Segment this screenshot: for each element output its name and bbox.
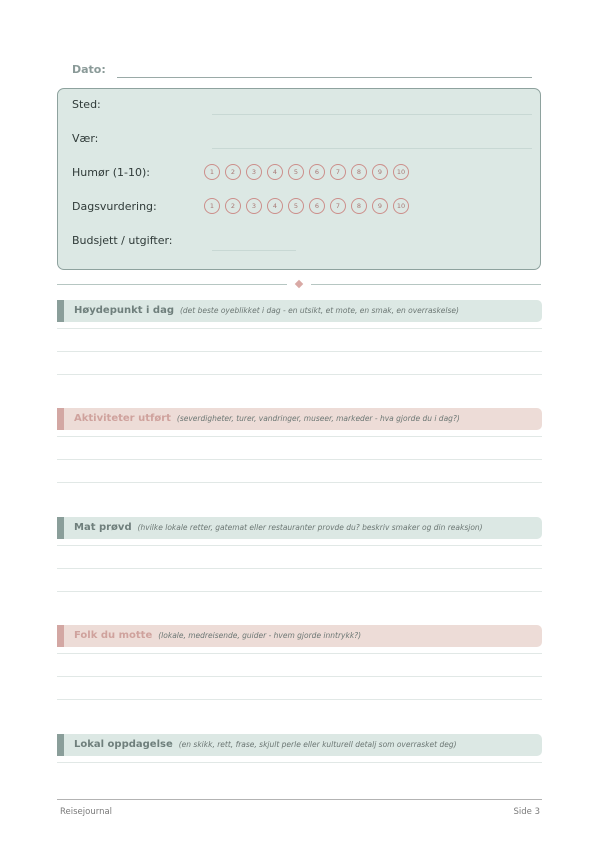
section-title: Folk du motte [74, 630, 153, 641]
budget-field[interactable] [212, 250, 296, 251]
writing-line[interactable] [57, 482, 542, 483]
mood-option[interactable]: 8 [351, 164, 367, 180]
info-card [57, 88, 541, 270]
section-hint: (lokale, medreisende, guider - hvem gjorde inntrykk?) [158, 631, 362, 640]
writing-line[interactable] [57, 459, 542, 460]
section-accent [57, 408, 64, 430]
day-rating-option[interactable]: 10 [393, 198, 409, 214]
date-row [72, 63, 532, 81]
section-title: Lokal oppdagelse [74, 739, 173, 750]
date-label: Dato: [72, 63, 106, 76]
section-divider [57, 282, 541, 288]
writing-line[interactable] [57, 676, 542, 677]
day-rating [204, 198, 409, 214]
section-people-header [57, 625, 542, 647]
day-rating-option[interactable]: 4 [267, 198, 283, 214]
section-hint: (hvilke lokale retter, gatemat eller restauranter provde du? beskriv smaker og din reaksjon) [137, 523, 483, 532]
section-highlight-header [57, 300, 542, 322]
mood-option[interactable]: 3 [246, 164, 262, 180]
section-discovery-header [57, 734, 542, 756]
mood-option[interactable]: 4 [267, 164, 283, 180]
footer-journal-name: Reisejournal [60, 807, 113, 817]
writing-line[interactable] [57, 699, 542, 700]
divider-line-left [57, 284, 287, 285]
weather-field[interactable] [212, 148, 532, 149]
place-field[interactable] [212, 114, 532, 115]
section-activities-header [57, 408, 542, 430]
weather-label: Vær: [72, 132, 99, 145]
section-title: Aktiviteter utført [74, 413, 171, 424]
mood-label: Humør (1-10): [72, 166, 150, 179]
section-food-header [57, 517, 542, 539]
day-rating-label: Dagsvurdering: [72, 200, 157, 213]
day-rating-option[interactable]: 7 [330, 198, 346, 214]
page-number: Side 3 [513, 807, 540, 817]
writing-line[interactable] [57, 568, 542, 569]
writing-line[interactable] [57, 653, 542, 654]
writing-line[interactable] [57, 591, 542, 592]
section-title: Mat prøvd [74, 522, 132, 533]
section-accent [57, 517, 64, 539]
budget-label: Budsjett / utgifter: [72, 234, 173, 247]
mood-rating [204, 164, 409, 180]
day-rating-option[interactable]: 9 [372, 198, 388, 214]
divider-line-right [311, 284, 541, 285]
section-accent [57, 625, 64, 647]
day-rating-option[interactable]: 8 [351, 198, 367, 214]
writing-line[interactable] [57, 762, 542, 763]
mood-option[interactable]: 5 [288, 164, 304, 180]
mood-option[interactable]: 10 [393, 164, 409, 180]
day-rating-option[interactable]: 2 [225, 198, 241, 214]
writing-line[interactable] [57, 374, 542, 375]
day-rating-option[interactable]: 6 [309, 198, 325, 214]
date-field[interactable] [117, 77, 532, 78]
footer-divider [57, 799, 542, 800]
mood-option[interactable]: 1 [204, 164, 220, 180]
day-rating-option[interactable]: 5 [288, 198, 304, 214]
diamond-ornament-icon [295, 280, 303, 288]
section-title: Høydepunkt i dag [74, 305, 174, 316]
section-hint: (severdigheter, turer, vandringer, museer, markeder - hva gjorde du i dag?) [176, 414, 460, 423]
writing-line[interactable] [57, 351, 542, 352]
writing-line[interactable] [57, 545, 542, 546]
mood-option[interactable]: 2 [225, 164, 241, 180]
place-label: Sted: [72, 98, 101, 111]
mood-option[interactable]: 7 [330, 164, 346, 180]
section-accent [57, 300, 64, 322]
day-rating-option[interactable]: 1 [204, 198, 220, 214]
mood-option[interactable]: 9 [372, 164, 388, 180]
writing-line[interactable] [57, 436, 542, 437]
mood-option[interactable]: 6 [309, 164, 325, 180]
section-accent [57, 734, 64, 756]
section-hint: (det beste oyeblikket i dag - en utsikt, et mote, en smak, en overraskelse) [179, 306, 459, 315]
writing-line[interactable] [57, 328, 542, 329]
day-rating-option[interactable]: 3 [246, 198, 262, 214]
section-hint: (en skikk, rett, frase, skjult perle eller kulturell detalj som overrasket deg) [178, 740, 457, 749]
